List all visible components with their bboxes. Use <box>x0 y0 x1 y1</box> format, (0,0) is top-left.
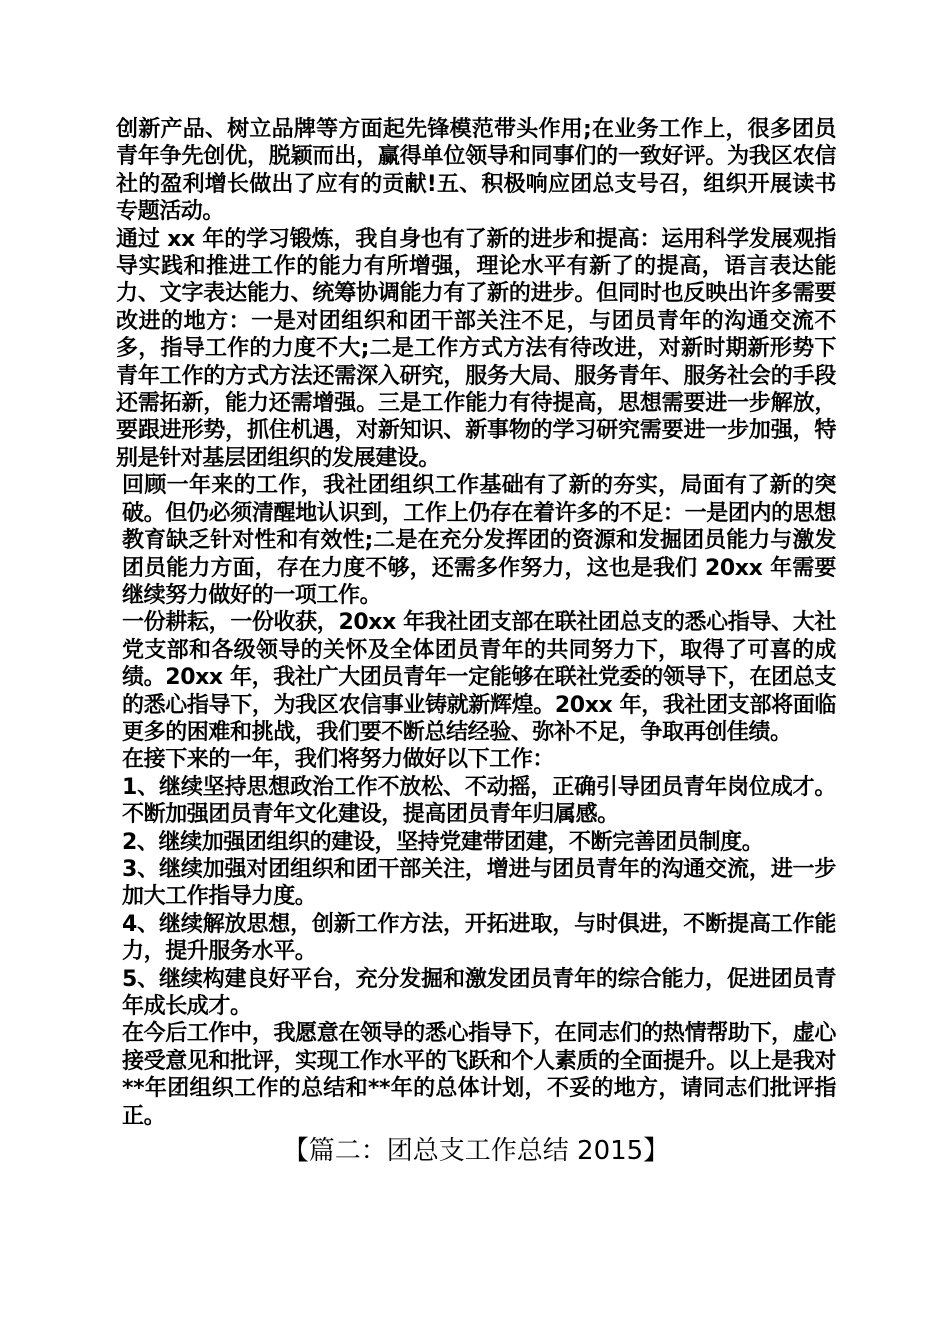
list-item: 3、继续加强对团组织和团干部关注，增进与团员青年的沟通交流，进一步加大工作指导力度。 <box>122 856 836 910</box>
list-item: 1、继续坚持思想政治工作不放松、不动摇，正确引导团员青年岗位成才。不断加强团员青年文化建设，提高团员青年归属感。 <box>122 774 836 828</box>
body-paragraph: 一份耕耘，一份收获，20xx 年我社团支部在联社团总支的悉心指导、大社党支部和各级领导的关怀及全体团员青年的共同努力下，取得了可喜的成绩。20xx 年，我社广大团员青年一定能够在联社党委的领导下，在团总支的悉心指导下，为我区农信事业铸就新辉煌。20xx 年，我社团支部将面临更多的困难和挑战，我们要不断总结经验、弥补不足，争取再创佳绩。 <box>122 610 836 745</box>
body-paragraph: 回顾一年来的工作，我社团组织工作基础有了新的夯实，局面有了新的突破。但仍必须清醒地认识到，工作上仍存在着许多的不足：一是团内的思想教育缺乏针对性和有效性;二是在充分发挥团的资源和发掘团员能力与激发团员能力方面，存在力度不够，还需多作努力，这也是我们 20xx 年需要继续努力做好的一项工作。 <box>122 473 836 608</box>
document-page <box>116 116 836 1168</box>
list-item: 5、继续构建良好平台，充分发掘和激发团员青年的综合能力，促进团员青年成长成才。 <box>122 966 836 1019</box>
body-paragraph: 在今后工作中，我愿意在领导的悉心指导下，在同志们的热情帮助下，虚心接受意见和批评，实现工作水平的飞跃和个人素质的全面提升。以上是我对**年团组织工作的总结和**年的总体计划，不妥的地方，请同志们批评指正。 <box>122 1021 836 1129</box>
body-paragraph: 创新产品、树立品牌等方面起先锋模范带头作用;在业务工作上，很多团员青年争先创优，脱颖而出，赢得单位领导和同事们的一致好评。为我区农信社的盈利增长做出了应有的贡献!五、积极响应团总支号召，组织开展读书专题活动。 <box>116 117 836 225</box>
list-item: 2、继续加强团组织的建设，坚持党建带团建，不断完善团员制度。 <box>122 829 764 855</box>
body-paragraph: 在接下来的一年，我们将努力做好以下工作： <box>122 747 555 773</box>
body-paragraph: 通过 xx 年的学习锻炼，我自身也有了新的进步和提高：运用科学发展观指导实践和推进工作的能力有所增强，理论水平有新了的提高，语言表达能力、文字表达能力、统筹协调能力有了新的进步。但同时也反映出许多需要改进的地方：一是对团组织和团干部关注不足，与团员青年的沟通交流不多，指导工作的力度不大;二是工作方式方法有待改进，对新时期新形势下青年工作的方式方法还需深入研究，服务大局、服务青年、服务社会的手段还需拓新，能力还需增强。三是工作能力有待提高，思想需要进一步解放，要跟进形势，抓住机遇，对新知识、新事物的学习研究需要进一步加强，特别是针对基层团组织的发展建设。 <box>116 226 836 471</box>
section-heading: 【篇二：团总支工作总结 2015】 <box>282 1136 670 1167</box>
list-item: 4、继续解放思想，创新工作方法，开拓进取，与时俱进，不断提高工作能力，提升服务水平。 <box>122 911 836 965</box>
